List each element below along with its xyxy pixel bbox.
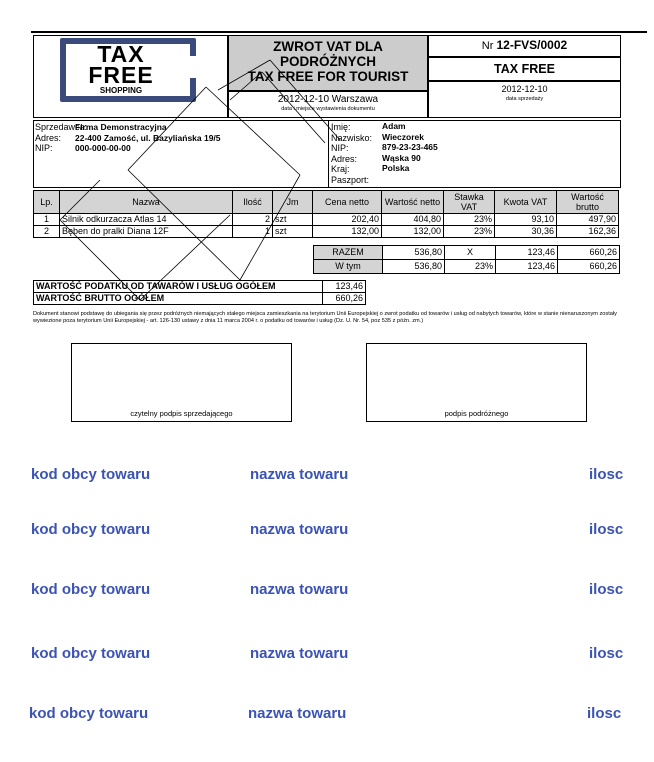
col-net-value: Wartość netto bbox=[382, 191, 444, 214]
cell-qty: 2 bbox=[233, 214, 273, 226]
summary-label: W tym bbox=[314, 260, 383, 274]
cell-vat-rate: 23% bbox=[444, 226, 495, 238]
field-qty-label: ilosc bbox=[589, 581, 624, 598]
items-table bbox=[33, 190, 619, 238]
total-tax-row bbox=[34, 281, 366, 293]
field-qty-label: ilosc bbox=[589, 645, 624, 662]
summary-vat: 123,46 bbox=[496, 246, 558, 260]
field-qty-label: ilosc bbox=[589, 466, 624, 483]
summary-net: 536,80 bbox=[383, 246, 445, 260]
summary-label: RAZEM bbox=[314, 246, 383, 260]
cell-vat-rate: 23% bbox=[444, 214, 495, 226]
col-gross-value: Wartość brutto bbox=[557, 191, 619, 214]
document-number: Nr 12-FVS/0002 bbox=[481, 38, 568, 52]
field-qty-label: ilosc bbox=[589, 521, 624, 538]
cell-qty: 1 bbox=[233, 226, 273, 238]
legal-notice: Dokument stanowi podstawę do ubiegania się przez podróżnych niemających stałego miejsca zamieszkania na terytorium Unii Europejskiej o zwrot podatku od towarów i usług od nabytych towarów, które w stanie nienaruszonym zostały wywiezione poza terytorium Unii Europejskiej - art. 126-130 ustawy z dnia 11 marca 2004 r. o podatku od towarów i usług (Dz. U. Nr. 54, poz 535 z późn. zm.) bbox=[33, 311, 617, 324]
cell-lp: 2 bbox=[34, 226, 60, 238]
cell-vat-amount: 93,10 bbox=[495, 214, 557, 226]
field-code-label: kod obcy towaru bbox=[31, 645, 151, 662]
col-vat-rate: Stawka VAT bbox=[444, 191, 495, 214]
cell-net-value: 404,80 bbox=[382, 214, 444, 226]
field-name-label: nazwa towaru bbox=[248, 705, 347, 722]
field-qty-label: ilosc bbox=[587, 705, 622, 722]
cell-net-price: 202,40 bbox=[313, 214, 382, 226]
col-name: Nazwa bbox=[60, 191, 233, 214]
parties-divider bbox=[328, 120, 329, 188]
summary-table bbox=[313, 245, 620, 274]
summary-vat: 123,46 bbox=[496, 260, 558, 274]
summary-gross: 660,26 bbox=[558, 246, 620, 260]
cell-name: Silnik odkurzacza Atlas 14 bbox=[60, 214, 233, 226]
field-name-label: nazwa towaru bbox=[250, 645, 349, 662]
col-unit: Jm bbox=[273, 191, 313, 214]
seller-signature-caption: czytelny podpis sprzedającego bbox=[130, 409, 233, 418]
col-qty: Ilość bbox=[233, 191, 273, 214]
col-net-price: Cena netto bbox=[313, 191, 382, 214]
sale-date: 2012-12-10 bbox=[501, 84, 548, 94]
cell-gross-value: 497,90 bbox=[557, 214, 619, 226]
field-name-label: nazwa towaru bbox=[250, 466, 349, 483]
seller-labels: Sprzedawca: Adres: NIP: bbox=[35, 122, 88, 153]
total-tax-label: WARTOŚĆ PODATKU OD TAWARÓW I USŁUG OGÓŁEM bbox=[34, 281, 323, 293]
total-gross-row bbox=[34, 293, 366, 305]
summary-row-of-which bbox=[314, 260, 620, 274]
total-gross-value: 660,26 bbox=[323, 293, 366, 305]
field-code-label: kod obcy towaru bbox=[29, 705, 149, 722]
summary-rate: 23% bbox=[445, 260, 496, 274]
cell-lp: 1 bbox=[34, 214, 60, 226]
logo-notch bbox=[180, 56, 202, 78]
issue-date-place: 2012-12-10 Warszawa bbox=[277, 94, 379, 105]
total-tax-value: 123,46 bbox=[323, 281, 366, 293]
cell-gross-value: 162,36 bbox=[557, 226, 619, 238]
issue-date-caption: data i miejsce wystawienia dokumentu bbox=[281, 106, 375, 112]
field-code-label: kod obcy towaru bbox=[31, 581, 151, 598]
logo-subtext: SHOPPING bbox=[99, 86, 143, 95]
seller-values: Firma Demonstracyjna 22-400 Zamość, ul. Bazyliańska 19/5 000-000-00-00 bbox=[75, 122, 221, 153]
col-lp: Lp. bbox=[34, 191, 60, 214]
table-row bbox=[34, 226, 619, 238]
summary-net: 536,80 bbox=[383, 260, 445, 274]
col-vat-amount: Kwota VAT bbox=[495, 191, 557, 214]
field-name-label: nazwa towaru bbox=[250, 581, 349, 598]
field-code-label: kod obcy towaru bbox=[31, 521, 151, 538]
summary-gross: 660,26 bbox=[558, 260, 620, 274]
summary-row-total bbox=[314, 246, 620, 260]
tax-free-label: TAX FREE bbox=[494, 62, 555, 76]
total-gross-label: WARTOŚĆ BRUTTO OGÓŁEM bbox=[34, 293, 323, 305]
top-rule bbox=[31, 31, 647, 33]
traveler-signature-caption: podpis podróżnego bbox=[444, 409, 509, 418]
cell-vat-amount: 30,36 bbox=[495, 226, 557, 238]
logo-text: TAX FREE bbox=[88, 41, 154, 88]
items-header-row bbox=[34, 191, 619, 214]
document-title: ZWROT VAT DLA PODRÓŻNYCH TAX FREE FOR TOURIST bbox=[247, 39, 409, 84]
sale-date-caption: data sprzedaży bbox=[505, 96, 544, 102]
buyer-labels: Imię: Nazwisko: NIP: Adres: Kraj: Paszport: bbox=[331, 122, 373, 185]
field-name-label: nazwa towaru bbox=[250, 521, 349, 538]
field-code-label: kod obcy towaru bbox=[31, 466, 151, 483]
summary-rate: X bbox=[445, 246, 496, 260]
buyer-values: Adam Wieczorek 879-23-23-465 Wąska 90 Polska bbox=[382, 121, 438, 173]
totals-table bbox=[33, 280, 366, 305]
table-row bbox=[34, 214, 619, 226]
cell-net-price: 132,00 bbox=[313, 226, 382, 238]
cell-unit: szt bbox=[273, 226, 313, 238]
cell-name: Bęben do pralki Diana 12F bbox=[60, 226, 233, 238]
cell-net-value: 132,00 bbox=[382, 226, 444, 238]
cell-unit: szt bbox=[273, 214, 313, 226]
